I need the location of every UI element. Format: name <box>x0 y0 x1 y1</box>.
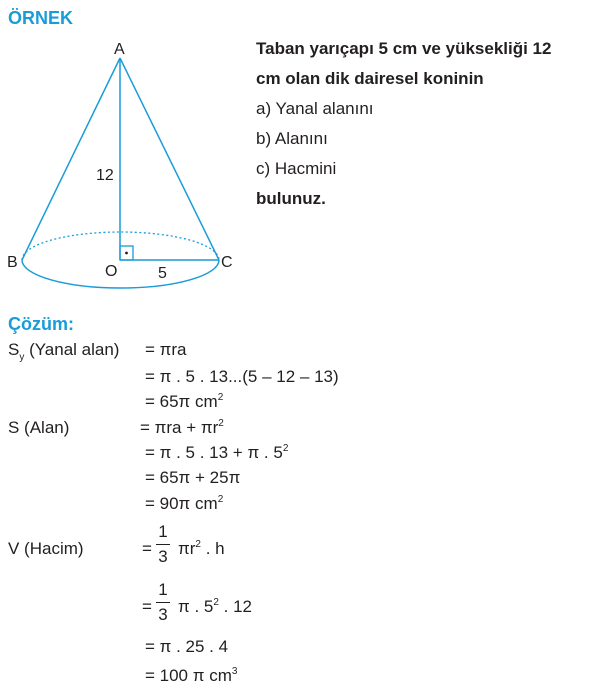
problem-line-1: Taban yarıçapı 5 cm ve yüksekliği 12 <box>256 39 552 58</box>
fraction-bar <box>156 602 170 603</box>
fraction-denominator: 3 <box>158 605 168 624</box>
lateral-step-2: = π . 5 . 13...(5 – 12 – 13) <box>145 367 339 386</box>
problem-text <box>256 34 551 214</box>
problem-item-a: a) Yanal alanını <box>256 99 374 118</box>
point-c-label: C <box>221 254 233 271</box>
lateral-area-label: $S_y$ (Yanal alan) <box>8 340 120 363</box>
slant-edge-ab <box>22 58 120 260</box>
area-step-4: = 90π $cm^2$ <box>145 494 224 513</box>
volume-step-2-equals: = <box>142 597 152 616</box>
area-label: S (Alan) <box>8 418 70 437</box>
point-b-label: B <box>7 254 18 271</box>
fraction-denominator: 3 <box>158 547 168 566</box>
base-front-arc <box>22 260 219 288</box>
fraction-numerator: 1 <box>158 522 168 541</box>
radius-value-label: 5 <box>158 265 167 282</box>
slant-edge-ac <box>120 58 219 260</box>
lateral-step-1: = πra <box>145 340 187 359</box>
problem-item-c: c) Hacmini <box>256 159 337 178</box>
center-label: O <box>105 263 118 280</box>
volume-step-2-expression: π . $5^2$ . 12 <box>178 597 253 616</box>
volume-label: V (Hacim) <box>8 539 84 558</box>
solution-label: Çözüm: <box>8 314 74 334</box>
apex-label: A <box>114 41 125 58</box>
right-angle-dot <box>125 252 128 255</box>
example-label: ÖRNEK <box>8 8 74 28</box>
area-step-2: = π . 5 . 13 + π . $5^2$ <box>145 443 289 462</box>
volume-step-2-fraction <box>156 580 170 625</box>
problem-line-2: cm olan dik dairesel koninin <box>256 69 484 88</box>
cone-figure <box>0 0 250 300</box>
fraction-numerator: 1 <box>158 580 168 599</box>
volume-step-3: = π . 25 . 4 <box>145 637 229 656</box>
volume-step-1-expression: $\pi r^2$ . h <box>178 539 225 558</box>
height-value-label: 12 <box>96 167 114 184</box>
fraction-bar <box>156 544 170 545</box>
lateral-step-3: = 65π $cm^2$ <box>145 392 224 411</box>
problem-closing: bulunuz. <box>256 189 326 208</box>
volume-step-1-fraction <box>156 522 170 567</box>
volume-step-1-equals: = <box>142 539 152 558</box>
volume-step-4: = 100 π $cm^3$ <box>145 666 238 685</box>
area-step-1: = $\pi ra + \pi r^2$ <box>140 418 224 437</box>
problem-item-b: b) Alanını <box>256 129 328 148</box>
area-step-3: = 65π + 25π <box>145 468 241 487</box>
